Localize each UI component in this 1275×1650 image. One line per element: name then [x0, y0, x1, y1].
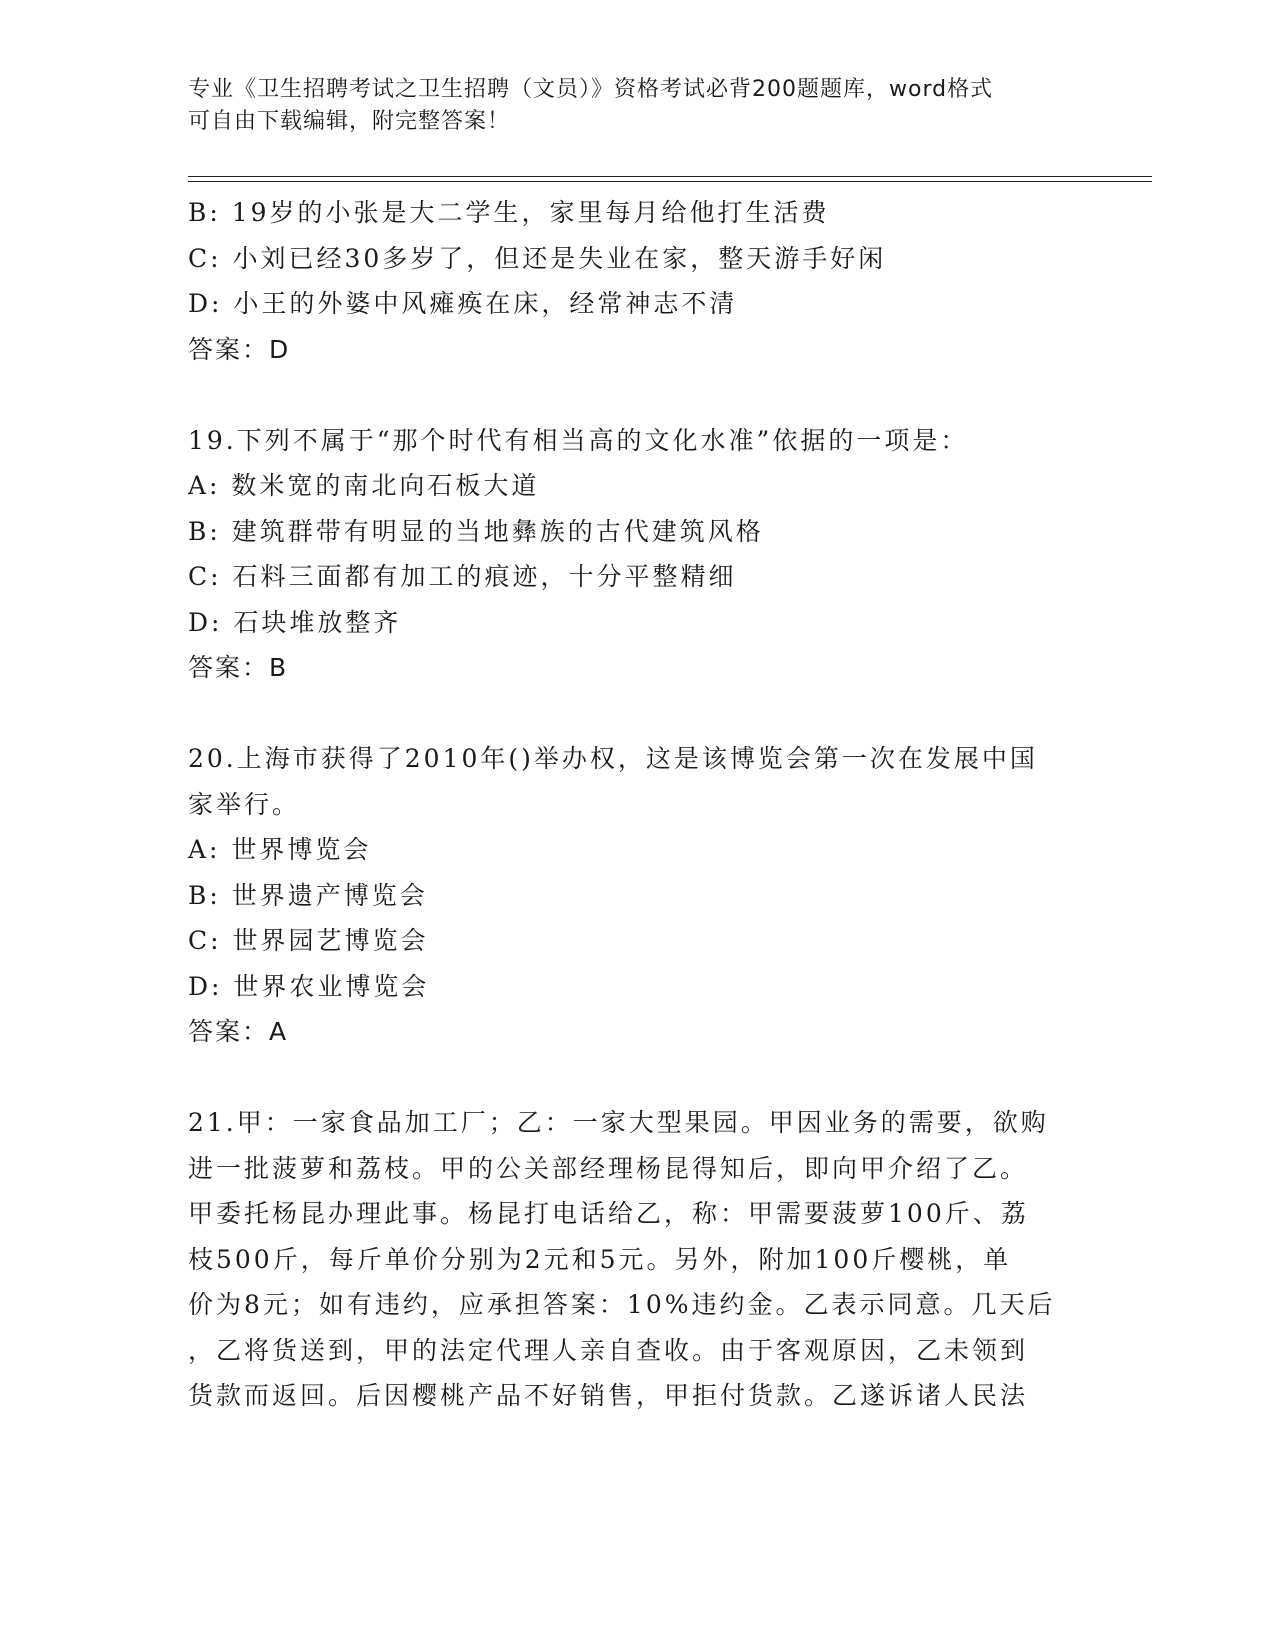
answer: 答案：D — [188, 334, 291, 364]
option-b: B: 建筑群带有明显的当地彝族的古代建筑风格 — [188, 516, 764, 546]
question-text-line: 货款而返回。后因樱桃产品不好销售，甲拒付货款。乙遂诉诸人民法 — [188, 1381, 1029, 1410]
option-b: B: 世界遗产博览会 — [188, 880, 428, 910]
option-b: B: 19岁的小张是大二学生，家里每月给他打生活费 — [188, 198, 830, 227]
question-19 — [188, 418, 1088, 691]
option-a: A: 世界博览会 — [188, 835, 372, 864]
document-header — [188, 74, 1088, 138]
header-divider-bottom — [188, 181, 1152, 182]
header-line-1: 专业《卫生招聘考试之卫生招聘（文员）》资格考试必背200题题库，word格式 — [188, 77, 994, 102]
option-d: D: 石块堆放整齐 — [188, 607, 402, 637]
question-text-line-1: 20.上海市获得了2010年()举办权，这是该博览会第一次在发展中国 — [188, 744, 1038, 773]
header-divider-top — [188, 176, 1152, 177]
document-body — [188, 190, 1088, 1419]
answer: 答案：A — [188, 1017, 289, 1046]
option-c: C: 小刘已经30多岁了，但还是失业在家，整天游手好闲 — [188, 243, 887, 273]
question-text: 19.下列不属于“那个时代有相当高的文化水准”依据的一项是： — [188, 425, 969, 455]
option-c: C: 世界园艺博览会 — [188, 926, 429, 955]
header-line-2: 可自由下载编辑，附完整答案！ — [188, 109, 511, 134]
answer: 答案：B — [188, 653, 289, 682]
option-c: C: 石料三面都有加工的痕迹，十分平整精细 — [188, 562, 737, 591]
question-18-continued — [188, 190, 1088, 372]
question-text-line: 21.甲：一家食品加工厂；乙：一家大型果园。甲因业务的需要，欲购 — [188, 1108, 1049, 1137]
question-21 — [188, 1100, 1088, 1419]
option-a: A: 数米宽的南北向石板大道 — [188, 471, 540, 500]
option-d: D: 小王的外婆中风瘫痪在床，经常神志不清 — [188, 289, 738, 318]
spacer — [188, 372, 1088, 418]
question-20 — [188, 736, 1088, 1055]
question-text-line: 枝500斤，每斤单价分别为2元和5元。另外，附加100斤樱桃，单 — [188, 1244, 1012, 1274]
question-text-line: 价为8元；如有违约，应承担答案：10%违约金。乙表示同意。几天后 — [188, 1290, 1056, 1319]
question-text-line-2: 家举行。 — [188, 789, 301, 819]
spacer — [188, 1055, 1088, 1101]
spacer — [188, 691, 1088, 737]
option-d: D: 世界农业博览会 — [188, 971, 430, 1001]
question-text-line: 甲委托杨昆办理此事。杨昆打电话给乙，称：甲需要菠萝100斤、荔 — [188, 1199, 1029, 1228]
question-text-line: 进一批菠萝和荔枝。甲的公关部经理杨昆得知后，即向甲介绍了乙。 — [188, 1153, 1029, 1183]
question-text-line: ，乙将货送到，甲的法定代理人亲自查收。由于客观原因，乙未领到 — [188, 1335, 1029, 1365]
